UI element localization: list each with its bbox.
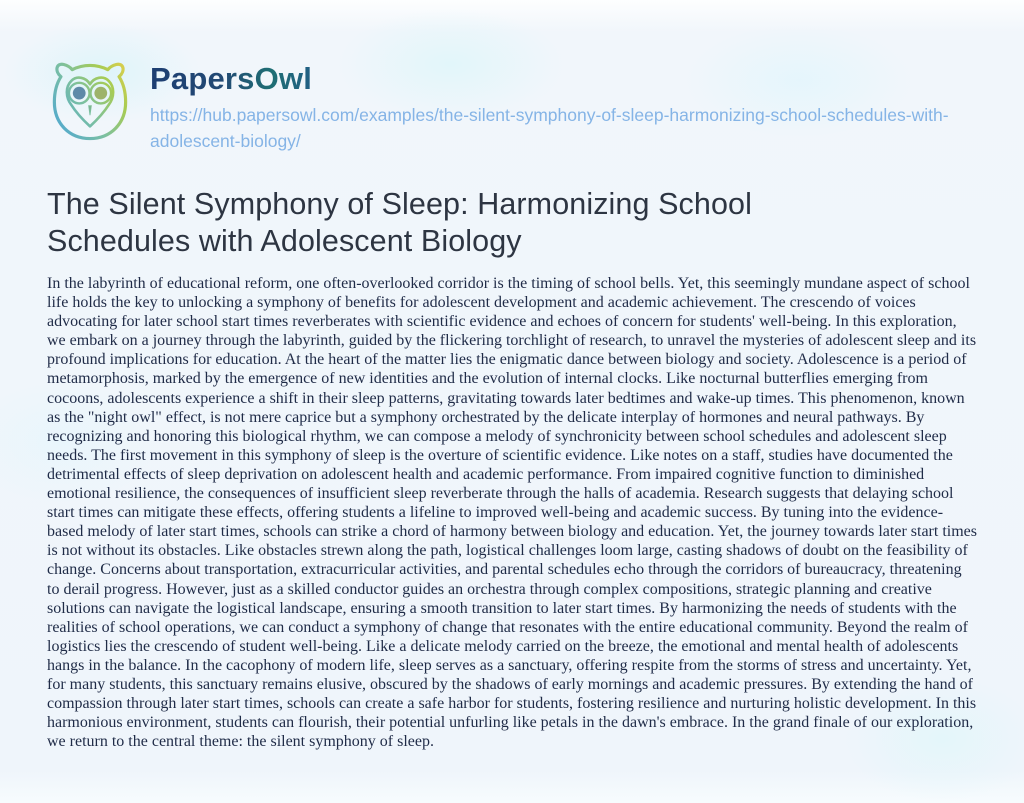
source-url-link[interactable]: https://hub.papersowl.com/examples/the-silent-symphony-of-sleep-harmonizing-school-schedules-with-adolescent-biology/ xyxy=(150,105,949,151)
source-header xyxy=(45,57,977,154)
essay-body: In the labyrinth of educational reform, one often-overlooked corridor is the timing of school bells. Yet, this seemingly mundane aspect of school life holds the key to unlocking a symphony of benefits for adolescent development and academic achievement. The crescendo of voices advocating for later school start times reverberates with scientific evidence and echoes of concern for students' well-being. In this exploration, we embark on a journey through the labyrinth, guided by the flickering torchlight of research, to unravel the mysteries of adolescent sleep and its profound implications for education. At the heart of the matter lies the enigmatic dance between biology and society. Adolescence is a period of metamorphosis, marked by the emergence of new identities and the evolution of internal clocks. Like nocturnal butterflies emerging from cocoons, adolescents experience a shift in their sleep patterns, gravitating towards later bedtimes and wake-up times. This phenomenon, known as the "night owl" effect, is not mere caprice but a symphony orchestrated by the delicate interplay of hormones and neural pathways. By recognizing and honoring this biological rhythm, we can compose a melody of synchronicity between school schedules and adolescent sleep needs. The first movement in this symphony of sleep is the overture of scientific evidence. Like notes on a staff, studies have documented the detrimental effects of sleep deprivation on adolescent health and academic performance. From impaired cognitive function to diminished emotional resilience, the consequences of insufficient sleep reverberate through the halls of academia. Research suggests that delaying school start times can mitigate these effects, offering students a lifeline to improved well-being and academic success. By tuning into the evidence-based melody of later start times, schools can strike a chord of harmony between biology and education. Yet, the journey towards later start times is not without its obstacles. Like obstacles strewn along the path, logistical challenges loom large, casting shadows of doubt on the feasibility of change. Concerns about transportation, extracurricular activities, and parental schedules echo through the corridors of bureaucracy, threatening to derail progress. However, just as a skilled conductor guides an orchestra through complex compositions, strategic planning and creative solutions can navigate the logistical landscape, ensuring a smooth transition to later start times. By harmonizing the needs of students with the realities of school operations, we can conduct a symphony of change that resonates with the entire educational community. Beyond the realm of logistics lies the crescendo of student well-being. Like a delicate melody carried on the breeze, the emotional and mental health of adolescents hangs in the balance. In the cacophony of modern life, sleep serves as a sanctuary, offering respite from the storms of stress and uncertainty. Yet, for many students, this sanctuary remains elusive, obscured by the shadows of early mornings and academic pressures. By extending the hand of compassion through later start times, schools can create a safe harbor for students, fostering resilience and nurturing holistic development. In this harmonious environment, students can flourish, their potential unfurling like petals in the dawn's embrace. In the grand finale of our exploration, we return to the central theme: the silent symphony of sleep. xyxy=(47,275,977,751)
essay-title: The Silent Symphony of Sleep: Harmonizing School Schedules with Adolescent Biology xyxy=(47,187,752,258)
owl-logo-icon xyxy=(45,134,135,151)
brand-name: PapersOwl xyxy=(150,61,313,96)
papersowl-logo xyxy=(45,57,135,147)
brand-block xyxy=(150,57,950,154)
